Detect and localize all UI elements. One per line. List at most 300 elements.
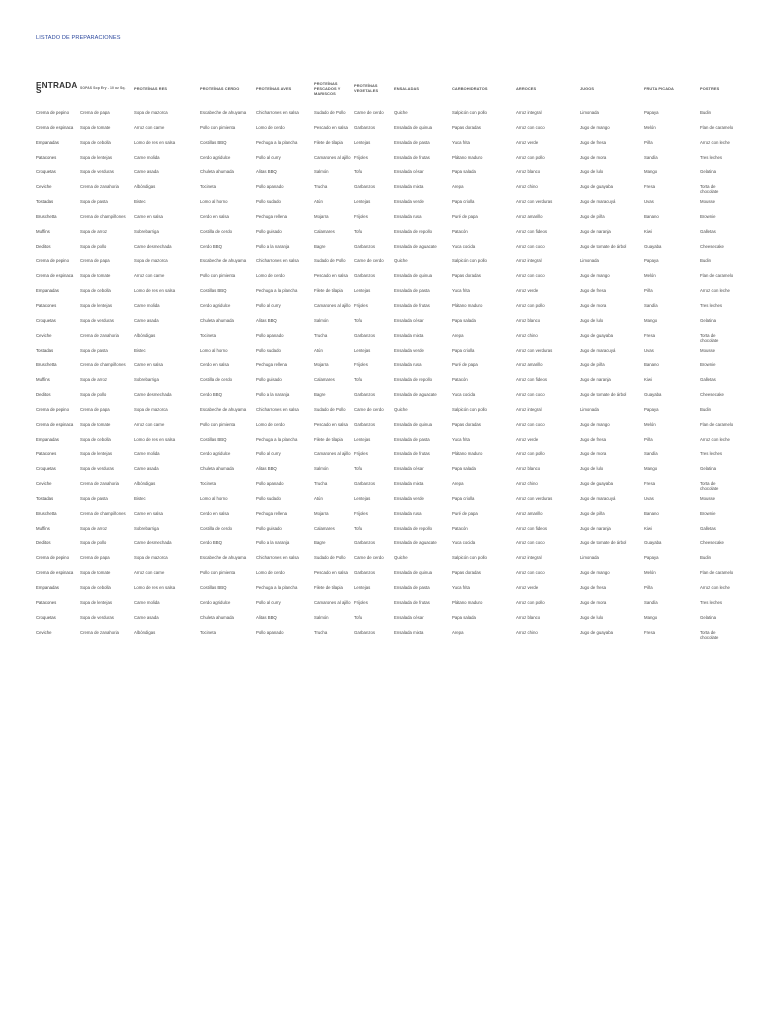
table-cell: Arroz chino <box>516 629 538 635</box>
table-cell: Pechuga a la plancha <box>256 585 298 590</box>
table-cell: Frijoles <box>354 599 368 605</box>
table-cell: Cheesecake <box>700 540 724 546</box>
table-cell: Limonada <box>580 258 599 264</box>
table-cell: Atún <box>314 347 323 353</box>
table-cell: Ensalada mixta <box>394 184 424 190</box>
table-cell: Mojarra <box>314 510 329 516</box>
table-cell: Galletas <box>700 525 716 531</box>
table-cell: Tofu <box>354 317 363 323</box>
table-cell: Escabeche de ahuyama <box>200 555 247 561</box>
table-cell: Arroz integral <box>516 258 542 264</box>
table-cell: Jugo de naranja <box>580 377 611 383</box>
table-cell: Puré de papa <box>452 510 478 516</box>
table-cell: Ensalada de aguacate <box>394 392 437 398</box>
table-cell: Ensalada de frutas <box>394 451 430 457</box>
table-cell: Pollo apanado <box>256 332 284 338</box>
table-row <box>36 511 736 526</box>
table-cell: Tres leches <box>700 451 723 457</box>
table-cell: Pechuga a la plancha <box>256 288 298 294</box>
table-cell: Trucha <box>314 629 328 635</box>
table-cell: Patacones <box>36 154 57 160</box>
table-cell: Sopa de arroz <box>80 228 107 234</box>
table-cell: Jugo de guayaba <box>580 481 613 487</box>
table-cell: Kiwi <box>644 377 652 383</box>
table-cell: Yuca frita <box>452 288 470 294</box>
table-cell: Frijoles <box>354 154 368 160</box>
table-cell: Chicharrones en salsa <box>256 258 299 264</box>
table-cell: Escabeche de ahuyama <box>200 110 247 115</box>
table-cell: Sopa de tomate <box>80 273 111 279</box>
table-row <box>36 540 736 555</box>
table-cell: Torta de chocolate <box>700 332 719 343</box>
table-cell: Salpicón con pollo <box>452 258 487 264</box>
table-cell: Sobrebarriga <box>134 377 159 383</box>
table-cell: Melón <box>644 273 656 279</box>
table-cell: Arroz verde <box>516 288 539 294</box>
table-cell: Flan de caramelo <box>700 273 734 279</box>
table-cell: Jugo de lulo <box>580 614 604 620</box>
table-cell: Deditos <box>36 540 51 546</box>
table-cell: Puré de papa <box>452 362 478 368</box>
table-row <box>36 570 736 585</box>
table-cell: Deditos <box>36 243 51 249</box>
table-cell: Cerdo BBQ <box>200 243 222 249</box>
table-cell: Crema de espinaca <box>36 421 74 427</box>
table-cell: Pollo a la naranja <box>256 540 290 546</box>
table-cell: Lomo al horno <box>200 199 228 205</box>
table-cell: Pollo con pimienta <box>200 124 236 130</box>
table-header-row <box>36 66 736 110</box>
table-cell: Pollo con pimienta <box>200 421 236 427</box>
table-cell: Albóndigas <box>134 629 156 635</box>
table-cell: Jugo de lulo <box>580 466 604 472</box>
table-cell: Sudado de Pollo <box>314 258 346 264</box>
table-cell: Mojarra <box>314 213 329 219</box>
table-cell: Quiche <box>394 555 408 561</box>
table-cell: Camarones al ajillo <box>314 154 351 160</box>
table-cell: Pollo al curry <box>256 302 281 308</box>
table-cell: Papas doradas <box>452 570 481 576</box>
table-cell: Jugo de mango <box>580 421 610 427</box>
table-cell: Filete de tilapia <box>314 436 343 442</box>
table-cell: Frijoles <box>354 302 368 308</box>
table-cell: Pescado en salsa <box>314 124 348 130</box>
table-cell: Gelatina <box>700 466 717 472</box>
table-cell: Crema de zanahoria <box>80 332 119 338</box>
table-row <box>36 466 736 481</box>
table-cell: Ensalada césar <box>394 614 424 620</box>
table-cell: Albóndigas <box>134 184 156 190</box>
table-cell: Pechuga rellena <box>256 213 288 219</box>
table-cell: Uvas <box>644 347 654 353</box>
table-cell: Arroz verde <box>516 139 539 145</box>
table-cell: Carne molida <box>134 451 160 457</box>
table-cell: Ceviche <box>36 629 52 635</box>
table-cell: Plátano maduro <box>452 451 483 457</box>
table-cell: Sandía <box>644 599 658 605</box>
table-cell: Salpicón con pollo <box>452 110 487 115</box>
table-cell: Arroz verde <box>516 436 539 442</box>
table-cell: Arepa <box>452 184 464 190</box>
table-cell: Crema de pepino <box>36 555 69 561</box>
table-cell: Crema de pepino <box>36 110 69 115</box>
table-cell: Carne desmechada <box>134 243 172 249</box>
table-cell: Bagre <box>314 243 326 249</box>
table-cell: Frijoles <box>354 510 368 516</box>
table-cell: Ensalada mixta <box>394 332 424 338</box>
table-cell: Arroz con fideos <box>516 525 548 531</box>
table-cell: Sopa de pollo <box>80 540 107 546</box>
table-cell: Limonada <box>580 110 599 115</box>
table-cell: Arroz con coco <box>516 124 545 130</box>
table-cell: Tocineta <box>200 481 217 487</box>
table-cell: Garbanzos <box>354 243 376 249</box>
table-cell: Empanadas <box>36 139 59 145</box>
table-cell: Cheesecake <box>700 243 724 249</box>
column-header: PROTEÍNAS PESCADOS Y MARISCOS <box>314 80 341 96</box>
table-cell: Ensalada rusa <box>394 213 422 219</box>
table-cell: Budin <box>700 555 711 561</box>
table-cell: Budin <box>700 406 711 412</box>
table-cell: Sopa de tomate <box>80 570 111 576</box>
table-cell: Arroz con coco <box>516 421 545 427</box>
table-cell: Lentejas <box>354 436 371 442</box>
table-cell: Tofu <box>354 169 363 175</box>
table-cell: Jugo de mora <box>580 599 607 605</box>
table-cell: Quiche <box>394 110 408 115</box>
table-cell: Arroz con coco <box>516 540 545 546</box>
table-cell: Sandía <box>644 302 658 308</box>
table-cell: Salmón <box>314 169 329 175</box>
table-cell: Lomo al horno <box>200 347 228 353</box>
table-cell: Carne de cerdo <box>354 110 384 115</box>
table-cell: Mousse <box>700 495 716 501</box>
column-header: CARBOHIDRATOS <box>452 85 488 91</box>
table-cell: Yuca cocida <box>452 392 476 398</box>
table-cell: Albóndigas <box>134 481 156 487</box>
table-cell: Pollo guisado <box>256 377 282 383</box>
table-cell: Guayaba <box>644 392 662 398</box>
table-cell: Sopa de tomate <box>80 421 111 427</box>
table-cell: Crema de champiñones <box>80 362 126 368</box>
column-header: PROTEÍNAS VEGETALES <box>354 83 379 93</box>
table-cell: Crema de espinaca <box>36 570 74 576</box>
table-cell: Sopa de arroz <box>80 377 107 383</box>
table-cell: Ensalada de quinua <box>394 124 432 130</box>
table-cell: Sopa de lentejas <box>80 302 113 308</box>
table-cell: Papa criolla <box>452 347 475 353</box>
table-cell: Ensalada de repollo <box>394 377 432 383</box>
table-cell: Tofu <box>354 228 363 234</box>
table-cell: Chuleta ahumada <box>200 614 234 620</box>
table-cell: Guayaba <box>644 540 662 546</box>
table-cell: Croquetas <box>36 169 56 175</box>
table-cell: Trucha <box>314 481 328 487</box>
table-row <box>36 184 736 199</box>
column-header: PROTEÍNAS AVES <box>256 85 292 91</box>
table-cell: Ceviche <box>36 332 52 338</box>
table-cell: Budin <box>700 258 711 264</box>
table-row <box>36 526 736 541</box>
table-cell: Bistec <box>134 199 146 205</box>
table-cell: Carne en salsa <box>134 213 163 219</box>
table-cell: Tofu <box>354 377 363 383</box>
table-cell: Carne en salsa <box>134 510 163 516</box>
table-cell: Ensalada mixta <box>394 481 424 487</box>
table-cell: Pollo apanado <box>256 629 284 635</box>
table-cell: Sudado de Pollo <box>314 555 346 561</box>
table-cell: Empanadas <box>36 436 59 442</box>
table-cell: Torta de chocolate <box>700 184 719 195</box>
table-cell: Limonada <box>580 555 599 561</box>
table-cell: Lomo de res en salsa <box>134 288 176 294</box>
table-cell: Salmón <box>314 614 329 620</box>
table-cell: Sopa de mazorca <box>134 110 168 115</box>
table-row <box>36 407 736 422</box>
table-cell: Garbanzos <box>354 629 376 635</box>
table-cell: Sopa de pasta <box>80 495 108 501</box>
table-cell: Pollo sudado <box>256 495 281 501</box>
table-cell: Croquetas <box>36 466 56 472</box>
table-cell: Lomo de res en salsa <box>134 585 176 590</box>
table-cell: Sopa de cebolla <box>80 436 111 442</box>
table-cell: Ensalada de pasta <box>394 288 430 294</box>
table-cell: Arepa <box>452 629 464 635</box>
table-cell: Arroz con pollo <box>516 599 545 605</box>
table-cell: Crema de zanahoria <box>80 629 119 635</box>
table-cell: Arroz con verduras <box>516 347 553 353</box>
table-cell: Tostadas <box>36 495 54 501</box>
table-cell: Calamares <box>314 525 335 531</box>
table-cell: Plátano maduro <box>452 599 483 605</box>
table-cell: Piña <box>644 585 653 590</box>
table-cell: Alitas BBQ <box>256 466 277 472</box>
table-cell: Ensalada de quinua <box>394 421 432 427</box>
table-row <box>36 169 736 184</box>
table-cell: Arroz chino <box>516 481 538 487</box>
table-cell: Trucha <box>314 184 328 190</box>
table-cell: Salmón <box>314 466 329 472</box>
table-cell: Jugo de guayaba <box>580 184 613 190</box>
table-cell: Crema de zanahoria <box>80 481 119 487</box>
table-row <box>36 333 736 348</box>
table-cell: Ensalada rusa <box>394 362 422 368</box>
table-cell: Muffins <box>36 228 50 234</box>
table-cell: Frijoles <box>354 362 368 368</box>
table-cell: Papa salada <box>452 614 476 620</box>
table-cell: Arroz con leche <box>700 436 730 442</box>
table-cell: Sopa de arroz <box>80 525 107 531</box>
table-cell: Piña <box>644 139 653 145</box>
table-cell: Cerdo en salsa <box>200 510 229 516</box>
table-cell: Bagre <box>314 392 326 398</box>
table-cell: Gelatina <box>700 614 717 620</box>
table-cell: Fresa <box>644 481 655 487</box>
table-cell: Pechuga rellena <box>256 510 288 516</box>
table-cell: Yuca cocida <box>452 540 476 546</box>
table-cell: Yuca cocida <box>452 243 476 249</box>
table-cell: Costillas BBQ <box>200 585 227 590</box>
table-cell: Quiche <box>394 406 408 412</box>
table-cell: Empanadas <box>36 585 59 590</box>
table-cell: Sopa de mazorca <box>134 258 168 264</box>
table-cell: Arroz amarillo <box>516 510 543 516</box>
table-cell: Costillas BBQ <box>200 436 227 442</box>
table-cell: Arroz integral <box>516 110 542 115</box>
table-cell: Arroz con coco <box>516 392 545 398</box>
table-cell: Papa criolla <box>452 495 475 501</box>
table-row <box>36 244 736 259</box>
table-cell: Garbanzos <box>354 124 376 130</box>
table-cell: Jugo de piña <box>580 213 605 219</box>
table-cell: Pollo con pimienta <box>200 273 236 279</box>
table-cell: Arroz con verduras <box>516 495 553 501</box>
table-cell: Arroz blanco <box>516 614 541 620</box>
table-cell: Melón <box>644 570 656 576</box>
table-cell: Jugo de lulo <box>580 317 604 323</box>
table-cell: Pollo al curry <box>256 451 281 457</box>
table-cell: Crema de champiñones <box>80 213 126 219</box>
table-cell: Flan de caramelo <box>700 124 734 130</box>
table-cell: Muffins <box>36 525 50 531</box>
table-cell: Kiwi <box>644 525 652 531</box>
table-cell: Puré de papa <box>452 213 478 219</box>
table-cell: Calamares <box>314 228 335 234</box>
table-cell: Ensalada de aguacate <box>394 540 437 546</box>
table-cell: Cerdo agridulce <box>200 451 231 457</box>
table-row <box>36 377 736 392</box>
table-cell: Tocineta <box>200 629 217 635</box>
table-row <box>36 110 736 125</box>
table-cell: Pollo apanado <box>256 481 284 487</box>
table-row <box>36 288 736 303</box>
table-cell: Salpicón con pollo <box>452 555 487 561</box>
column-header: JUGOS <box>580 85 595 91</box>
table-cell: Plátano maduro <box>452 154 483 160</box>
table-cell: Papas doradas <box>452 421 481 427</box>
table-cell: Fresa <box>644 332 655 338</box>
table-cell: Arroz integral <box>516 406 542 412</box>
table-cell: Papas doradas <box>452 124 481 130</box>
table-row <box>36 615 736 630</box>
table-cell: Sopa de verduras <box>80 317 114 323</box>
table-cell: Pescado en salsa <box>314 570 348 576</box>
table-cell: Garbanzos <box>354 392 376 398</box>
table-cell: Ensalada de frutas <box>394 599 430 605</box>
table-cell: Sopa de pasta <box>80 347 108 353</box>
table-cell: Jugo de mora <box>580 154 607 160</box>
table-row <box>36 437 736 452</box>
table-row <box>36 318 736 333</box>
table-cell: Pollo guisado <box>256 525 282 531</box>
table-cell: Flan de caramelo <box>700 421 734 427</box>
table-cell: Tres leches <box>700 154 723 160</box>
table-cell: Ensalada de quinua <box>394 273 432 279</box>
table-cell: Lomo de cerdo <box>256 421 285 427</box>
table-cell: Pollo sudado <box>256 347 281 353</box>
table-cell: Mousse <box>700 347 716 353</box>
table-cell: Mango <box>644 614 658 620</box>
table-cell: Ensalada rusa <box>394 510 422 516</box>
table-cell: Mango <box>644 317 658 323</box>
table-cell: Garbanzos <box>354 332 376 338</box>
table-cell: Bruschetta <box>36 213 57 219</box>
table-cell: Lentejas <box>354 495 371 501</box>
table-cell: Crema de papa <box>80 555 110 561</box>
table-cell: Galletas <box>700 377 716 383</box>
column-header: FRUTA PICADA <box>644 85 674 91</box>
table-cell: Cerdo agridulce <box>200 599 231 605</box>
table-cell: Sobrebarriga <box>134 525 159 531</box>
table-cell: Plátano maduro <box>452 302 483 308</box>
table-cell: Crema de zanahoria <box>80 184 119 190</box>
table-cell: Sopa de pollo <box>80 243 107 249</box>
table-cell: Arroz verde <box>516 585 539 590</box>
table-cell: Ensalada de frutas <box>394 302 430 308</box>
table-cell: Pollo a la naranja <box>256 392 290 398</box>
table-cell: Brownie <box>700 213 716 219</box>
table-cell: Banano <box>644 213 659 219</box>
table-cell: Crema de champiñones <box>80 510 126 516</box>
table-cell: Frijoles <box>354 213 368 219</box>
table-cell: Arroz con coco <box>516 243 545 249</box>
table-cell: Papaya <box>644 110 659 115</box>
table-cell: Camarones al ajillo <box>314 302 351 308</box>
table-cell: Alitas BBQ <box>256 614 277 620</box>
table-cell: Jugo de mora <box>580 451 607 457</box>
table-cell: Chuleta ahumada <box>200 317 234 323</box>
table-cell: Calamares <box>314 377 335 383</box>
table-cell: Gelatina <box>700 317 717 323</box>
table-cell: Sandía <box>644 154 658 160</box>
column-header: ARROCES <box>516 85 537 91</box>
column-header: ENTRADAS <box>36 81 78 95</box>
table-cell: Pollo al curry <box>256 599 281 605</box>
table-cell: Alitas BBQ <box>256 169 277 175</box>
table-cell: Mojarra <box>314 362 329 368</box>
table-cell: Gelatina <box>700 169 717 175</box>
table-cell: Budin <box>700 110 711 115</box>
table-cell: Jugo de fresa <box>580 436 607 442</box>
table-cell: Cerdo agridulce <box>200 154 231 160</box>
table-cell: Jugo de tomate de árbol <box>580 243 627 249</box>
table-cell: Torta de chocolate <box>700 481 719 492</box>
column-header: PROTEÍNAS CERDO <box>200 85 240 91</box>
table-cell: Sopa de pollo <box>80 392 107 398</box>
table-cell: Sopa de lentejas <box>80 599 113 605</box>
table-cell: Jugo de naranja <box>580 228 611 234</box>
table-cell: Arroz con pollo <box>516 451 545 457</box>
table-cell: Costilla de cerdo <box>200 228 233 234</box>
table-cell: Lentejas <box>354 199 371 205</box>
table-cell: Costilla de cerdo <box>200 525 233 531</box>
table-row <box>36 229 736 244</box>
table-row <box>36 630 736 645</box>
table-cell: Sandía <box>644 451 658 457</box>
table-cell: Carne molida <box>134 154 160 160</box>
table-cell: Yuca frita <box>452 139 470 145</box>
table-cell: Jugo de naranja <box>580 525 611 531</box>
table-cell: Cheesecake <box>700 392 724 398</box>
table-cell: Ceviche <box>36 481 52 487</box>
table-cell: Ceviche <box>36 184 52 190</box>
table-cell: Carne de cerdo <box>354 258 384 264</box>
table-cell: Ensalada de pasta <box>394 436 430 442</box>
table-cell: Sopa de verduras <box>80 169 114 175</box>
table-cell: Pechuga a la plancha <box>256 436 298 442</box>
table-cell: Costillas BBQ <box>200 288 227 294</box>
table-cell: Limonada <box>580 406 599 412</box>
